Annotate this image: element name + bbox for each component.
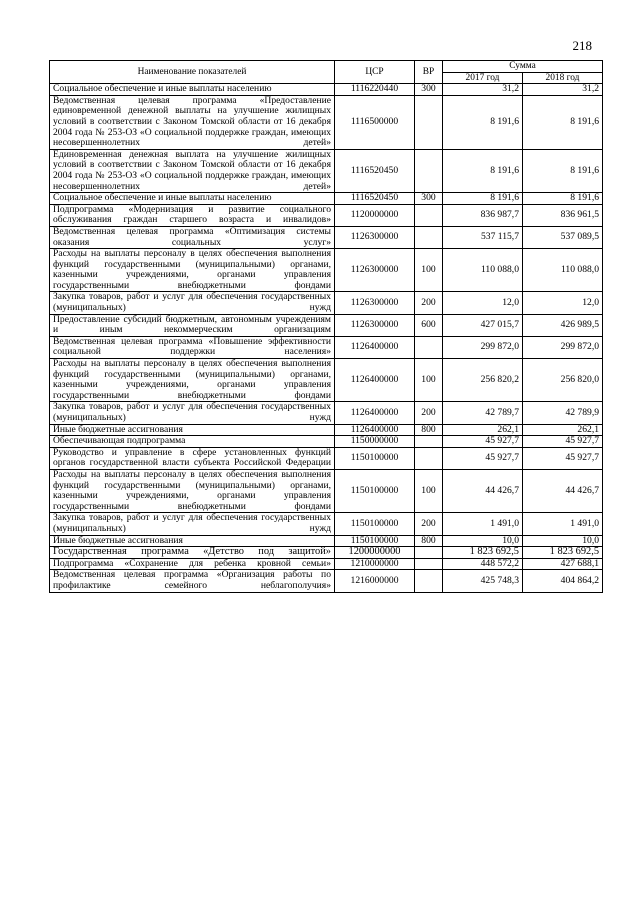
row-csr: 1116500000 <box>335 95 415 149</box>
row-sum-2018: 45 927,7 <box>523 447 603 469</box>
row-sum-2018: 256 820,0 <box>523 359 603 402</box>
row-name: Подпрограмма «Сохранение для ребенка кровной семьи» <box>50 558 335 570</box>
row-name: Предоставление субсидий бюджетным, автономным учреждениям и иным некоммерческим организациям <box>50 314 335 336</box>
row-vr: 800 <box>415 424 443 436</box>
row-vr <box>415 204 443 226</box>
row-sum-2018: 404 864,2 <box>523 570 603 592</box>
table-row <box>50 469 603 512</box>
row-csr: 1216000000 <box>335 570 415 592</box>
row-sum-2018: 1 823 692,5 <box>523 547 603 559</box>
row-sum-2017: 10,0 <box>443 535 523 547</box>
row-sum-2018: 44 426,7 <box>523 469 603 512</box>
table-row <box>50 204 603 226</box>
row-csr: 1116520450 <box>335 193 415 205</box>
row-name: Расходы на выплаты персоналу в целях обеспечения выполнения функций государственными (муниципальными) органами, казенными учреждениями, органами управления государственными внебюджетными фондами <box>50 469 335 512</box>
row-csr: 1126300000 <box>335 292 415 314</box>
row-csr: 1210000000 <box>335 558 415 570</box>
row-csr: 1126300000 <box>335 249 415 292</box>
row-sum-2018: 537 089,5 <box>523 226 603 248</box>
row-csr: 1126400000 <box>335 402 415 424</box>
row-csr: 1150100000 <box>335 513 415 535</box>
table-row <box>50 249 603 292</box>
table-row <box>50 535 603 547</box>
row-name: Ведомственная целевая программа «Организация работы по профилактике семейного неблагополучия» <box>50 570 335 592</box>
row-sum-2018: 8 191,6 <box>523 149 603 192</box>
row-name: Единовременная денежная выплата на улучшение жилищных условий в соответствии с Законом Томской области от 16 декабря 2004 года № 253-ОЗ «О социальной поддержке граждан, имеющих несовершеннолетних детей» <box>50 149 335 192</box>
row-csr: 1116220440 <box>335 84 415 96</box>
table-row <box>50 226 603 248</box>
row-sum-2017: 45 927,7 <box>443 436 523 448</box>
row-name: Обеспечивающая подпрограмма <box>50 436 335 448</box>
row-sum-2017: 12,0 <box>443 292 523 314</box>
row-vr: 600 <box>415 314 443 336</box>
table-row <box>50 424 603 436</box>
table-row <box>50 359 603 402</box>
budget-table <box>49 60 603 593</box>
row-name: Закупка товаров, работ и услуг для обеспечения государственных (муниципальных) нужд <box>50 513 335 535</box>
row-sum-2017: 256 820,2 <box>443 359 523 402</box>
row-sum-2018: 262,1 <box>523 424 603 436</box>
row-csr: 1120000000 <box>335 204 415 226</box>
row-vr: 200 <box>415 292 443 314</box>
row-csr: 1126300000 <box>335 226 415 248</box>
row-vr <box>415 547 443 559</box>
table-row <box>50 513 603 535</box>
table-row <box>50 570 603 592</box>
row-sum-2018: 45 927,7 <box>523 436 603 448</box>
row-sum-2017: 1 491,0 <box>443 513 523 535</box>
row-sum-2017: 110 088,0 <box>443 249 523 292</box>
table-row <box>50 558 603 570</box>
table-row <box>50 95 603 149</box>
row-csr: 1126300000 <box>335 314 415 336</box>
row-vr: 100 <box>415 359 443 402</box>
row-sum-2017: 45 927,7 <box>443 447 523 469</box>
header-csr: ЦСР <box>335 61 415 84</box>
page-number: 218 <box>572 38 592 53</box>
row-vr: 300 <box>415 193 443 205</box>
row-sum-2017: 299 872,0 <box>443 336 523 358</box>
row-sum-2018: 10,0 <box>523 535 603 547</box>
row-sum-2018: 836 961,5 <box>523 204 603 226</box>
row-name: Государственная программа «Детство под защитой» <box>50 547 335 559</box>
row-vr: 100 <box>415 249 443 292</box>
header-vr: ВР <box>415 61 443 84</box>
row-name: Иные бюджетные ассигнования <box>50 535 335 547</box>
row-name: Руководство и управление в сфере установленных функций органов государственной власти субъекта Российской Федерации <box>50 447 335 469</box>
row-sum-2018: 427 688,1 <box>523 558 603 570</box>
row-csr: 1150100000 <box>335 469 415 512</box>
table-row <box>50 402 603 424</box>
header-2017: 2017 год <box>443 72 523 84</box>
table-row <box>50 149 603 192</box>
table-row <box>50 292 603 314</box>
row-sum-2018: 31,2 <box>523 84 603 96</box>
row-sum-2017: 448 572,2 <box>443 558 523 570</box>
table-row <box>50 336 603 358</box>
row-name: Ведомственная целевая программа «Повышение эффективности социальной поддержки населения» <box>50 336 335 358</box>
row-csr: 1150100000 <box>335 535 415 547</box>
row-sum-2017: 31,2 <box>443 84 523 96</box>
row-csr: 1150000000 <box>335 436 415 448</box>
row-sum-2018: 8 191,6 <box>523 95 603 149</box>
row-name: Социальное обеспечение и иные выплаты населению <box>50 84 335 96</box>
row-name: Закупка товаров, работ и услуг для обеспечения государственных (муниципальных) нужд <box>50 402 335 424</box>
row-sum-2017: 836 987,7 <box>443 204 523 226</box>
row-vr: 200 <box>415 513 443 535</box>
row-csr: 1116520450 <box>335 149 415 192</box>
row-name: Иные бюджетные ассигнования <box>50 424 335 436</box>
row-name: Закупка товаров, работ и услуг для обеспечения государственных (муниципальных) нужд <box>50 292 335 314</box>
table-row <box>50 314 603 336</box>
table-row <box>50 447 603 469</box>
row-csr: 1200000000 <box>335 547 415 559</box>
row-sum-2017: 8 191,6 <box>443 149 523 192</box>
row-sum-2017: 425 748,3 <box>443 570 523 592</box>
row-sum-2017: 1 823 692,5 <box>443 547 523 559</box>
row-vr <box>415 447 443 469</box>
row-vr <box>415 436 443 448</box>
row-name: Социальное обеспечение и иные выплаты населению <box>50 193 335 205</box>
row-csr: 1150100000 <box>335 447 415 469</box>
row-name: Подпрограмма «Модернизация и развитие социального обслуживания граждан старшего возраста и инвалидов» <box>50 204 335 226</box>
row-sum-2017: 8 191,6 <box>443 95 523 149</box>
row-name: Ведомственная целевая программа «Предоставление единовременной денежной выплаты на улучшение жилищных условий в соответствии с Законом Томской области от 16 декабря 2004 года № 253-ОЗ «О социальной поддержке граждан, имеющих несовершеннолетних детей» <box>50 95 335 149</box>
row-vr: 300 <box>415 84 443 96</box>
row-sum-2018: 8 191,6 <box>523 193 603 205</box>
row-sum-2018: 42 789,9 <box>523 402 603 424</box>
row-csr: 1126400000 <box>335 359 415 402</box>
row-csr: 1126400000 <box>335 336 415 358</box>
header-2018: 2018 год <box>523 72 603 84</box>
table-row <box>50 436 603 448</box>
table-row <box>50 84 603 96</box>
header-sum: Сумма <box>443 61 603 73</box>
row-sum-2017: 427 015,7 <box>443 314 523 336</box>
row-vr <box>415 336 443 358</box>
row-sum-2017: 8 191,6 <box>443 193 523 205</box>
row-name: Расходы на выплаты персоналу в целях обеспечения выполнения функций государственными (муниципальными) органами, казенными учреждениями, органами управления государственными внебюджетными фондами <box>50 249 335 292</box>
row-sum-2017: 42 789,7 <box>443 402 523 424</box>
row-sum-2018: 12,0 <box>523 292 603 314</box>
row-vr <box>415 558 443 570</box>
row-sum-2017: 44 426,7 <box>443 469 523 512</box>
row-vr: 200 <box>415 402 443 424</box>
row-vr <box>415 95 443 149</box>
row-sum-2017: 262,1 <box>443 424 523 436</box>
row-name: Расходы на выплаты персоналу в целях обеспечения выполнения функций государственными (муниципальными) органами, казенными учреждениями, органами управления государственными внебюджетными фондами <box>50 359 335 402</box>
row-vr <box>415 149 443 192</box>
row-sum-2018: 299 872,0 <box>523 336 603 358</box>
table-row <box>50 193 603 205</box>
table-body <box>50 84 603 592</box>
row-name: Ведомственная целевая программа «Оптимизация системы оказания социальных услуг» <box>50 226 335 248</box>
row-sum-2018: 110 088,0 <box>523 249 603 292</box>
row-csr: 1126400000 <box>335 424 415 436</box>
row-sum-2018: 426 989,5 <box>523 314 603 336</box>
row-vr: 100 <box>415 469 443 512</box>
table-row <box>50 547 603 559</box>
header-name: Наименование показателей <box>50 61 335 84</box>
row-vr <box>415 226 443 248</box>
row-sum-2017: 537 115,7 <box>443 226 523 248</box>
row-sum-2018: 1 491,0 <box>523 513 603 535</box>
row-vr: 800 <box>415 535 443 547</box>
row-vr <box>415 570 443 592</box>
